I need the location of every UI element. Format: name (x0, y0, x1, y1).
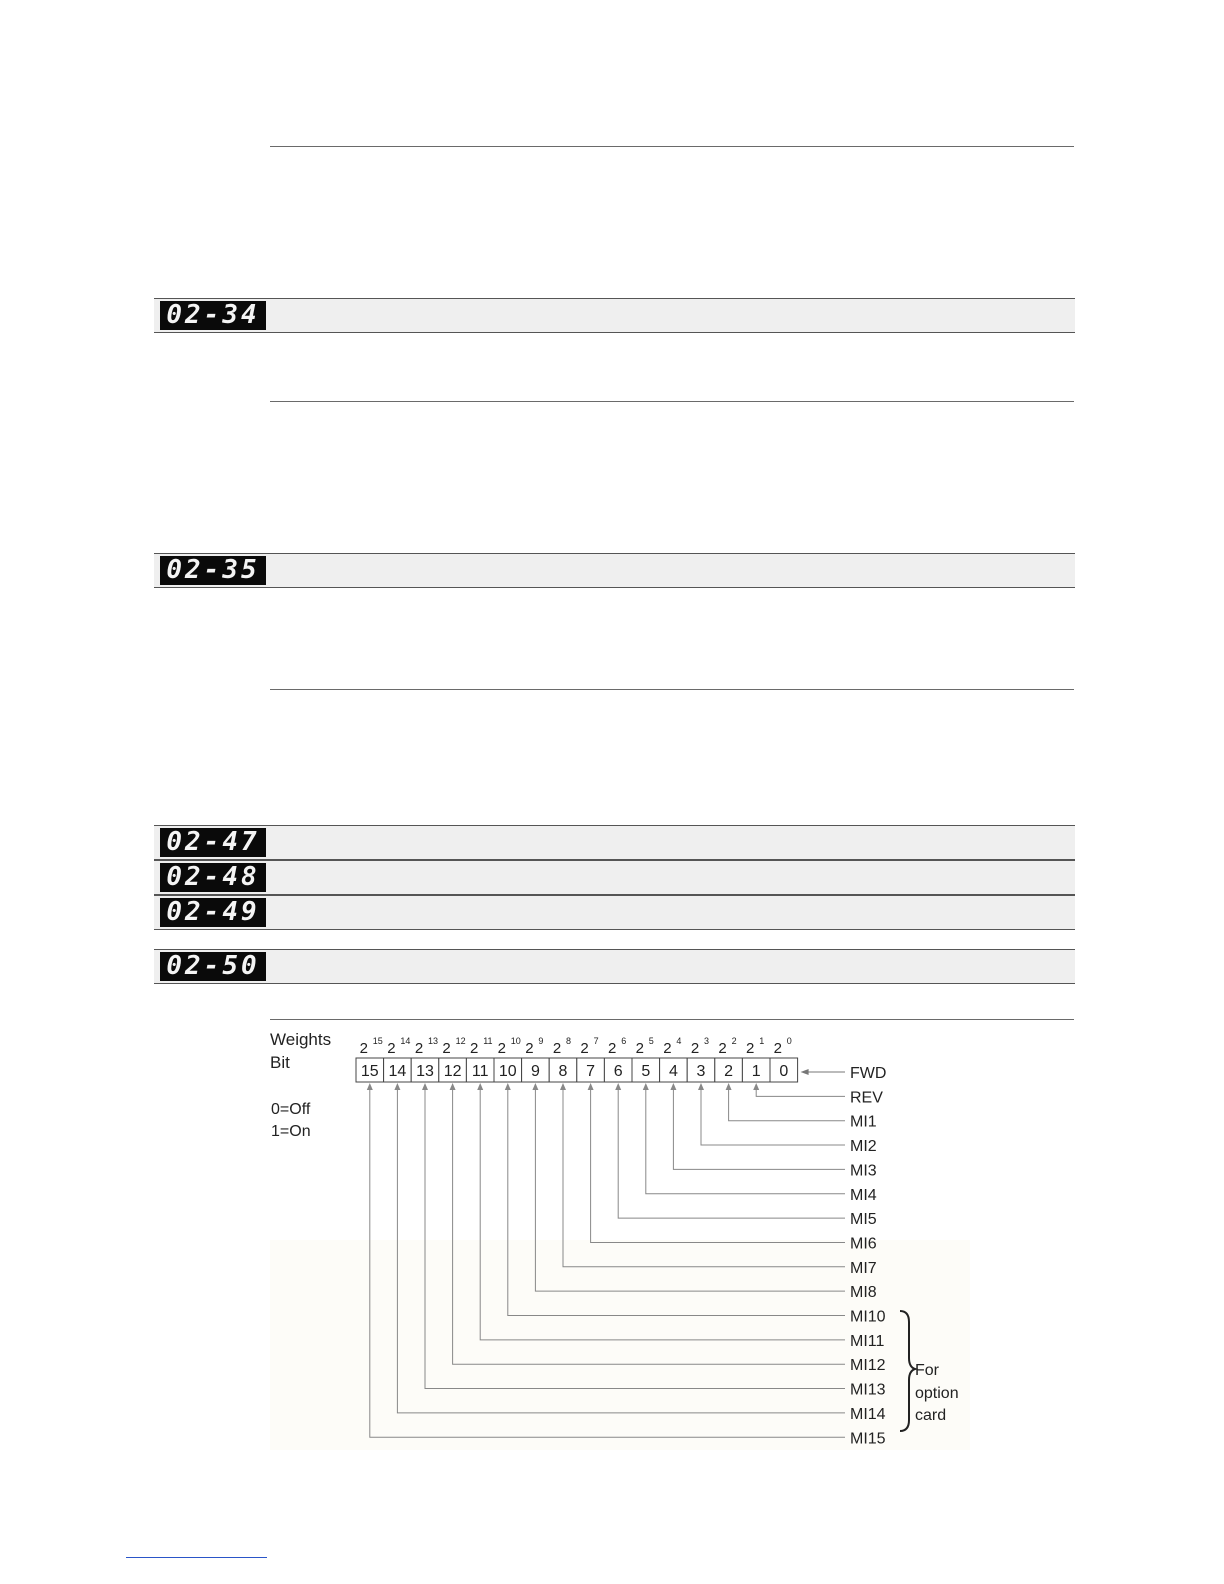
weight-exponent: 6 (621, 1036, 627, 1046)
weight-base: 2 (746, 1040, 755, 1057)
connector-arrow (670, 1083, 676, 1090)
signal-label: MI1 (850, 1113, 877, 1131)
weight-base: 2 (718, 1040, 727, 1057)
weight-exponent: 0 (786, 1036, 792, 1046)
bit-number: 11 (471, 1063, 489, 1080)
bit-number: 10 (498, 1063, 517, 1080)
bit-number: 15 (360, 1063, 379, 1080)
off-legend: 0=Off (271, 1101, 311, 1118)
signal-label: MI6 (850, 1235, 877, 1253)
signal-label: MI8 (850, 1284, 877, 1302)
bit-number: 6 (613, 1063, 623, 1080)
weight-exponent: 4 (676, 1036, 682, 1046)
option-card-note-line3: card (915, 1407, 947, 1424)
on-legend: 1=On (271, 1123, 311, 1140)
signal-label: MI13 (850, 1381, 886, 1399)
connector-arrow (422, 1083, 428, 1090)
weight-exponent: 11 (483, 1036, 493, 1046)
bit-number: 1 (751, 1063, 761, 1080)
parameter-code-display: 02-35 (160, 556, 266, 585)
connector-arrow (560, 1083, 566, 1090)
weight-exponent: 1 (759, 1036, 765, 1046)
bit-number: 14 (388, 1063, 407, 1080)
weights-label: Weights (270, 1030, 332, 1049)
connector-arrow (698, 1083, 704, 1090)
bit-number: 12 (443, 1063, 462, 1080)
connector-line (370, 1089, 845, 1437)
parameter-code-display: 02-50 (160, 952, 266, 981)
weight-exponent: 12 (455, 1036, 466, 1046)
connector-line (756, 1089, 845, 1096)
connector-arrow (615, 1083, 621, 1090)
weight-base: 2 (442, 1040, 451, 1057)
bit-number: 0 (779, 1063, 789, 1080)
weight-base: 2 (359, 1040, 368, 1057)
signal-label: MI3 (850, 1162, 877, 1180)
weight-base: 2 (608, 1040, 617, 1057)
weight-base: 2 (635, 1040, 644, 1057)
option-card-note-line2: option (915, 1385, 959, 1402)
signal-label: MI15 (850, 1430, 886, 1448)
bit-number: 7 (586, 1063, 596, 1080)
connector-arrow (367, 1083, 373, 1090)
signal-label: FWD (850, 1065, 887, 1082)
parameter-code-display: 02-47 (160, 828, 266, 857)
bit-number: 9 (530, 1063, 540, 1080)
connector-arrow (643, 1083, 649, 1090)
signal-label: MI7 (850, 1259, 877, 1277)
signal-label: MI2 (850, 1138, 877, 1156)
parameter-code-display: 02-49 (160, 898, 266, 927)
bit-label: Bit (270, 1053, 290, 1072)
bit-number: 2 (724, 1063, 734, 1080)
connector-arrow (477, 1083, 483, 1090)
option-card-brace (900, 1311, 915, 1431)
weight-exponent: 5 (648, 1036, 654, 1046)
weight-exponent: 9 (538, 1036, 544, 1046)
signal-label: MI12 (850, 1357, 886, 1375)
connector-arrow (505, 1083, 511, 1090)
parameter-code-display: 02-48 (160, 863, 266, 892)
weight-exponent: 15 (372, 1036, 383, 1046)
weight-base: 2 (414, 1040, 424, 1057)
weight-exponent: 8 (566, 1036, 572, 1046)
connector-line (425, 1089, 845, 1389)
connector-line (729, 1089, 845, 1121)
weight-base: 2 (580, 1040, 589, 1057)
weight-base: 2 (773, 1040, 782, 1057)
weight-exponent: 3 (704, 1036, 710, 1046)
connector-line (701, 1089, 845, 1145)
bit-number: 13 (416, 1063, 434, 1080)
signal-label: MI11 (850, 1332, 885, 1350)
option-card-note-line1: For (915, 1362, 939, 1379)
weight-exponent: 2 (731, 1036, 737, 1046)
signal-label: REV (850, 1089, 883, 1107)
bit-number: 3 (696, 1063, 706, 1080)
connector-line (673, 1089, 845, 1169)
weight-base: 2 (470, 1040, 479, 1057)
signal-label: MI5 (850, 1211, 877, 1229)
footer-link-underline (126, 1557, 267, 1558)
signal-label: MI10 (850, 1308, 886, 1326)
weight-base: 2 (497, 1040, 506, 1057)
connector-line (508, 1089, 845, 1316)
connector-line (646, 1089, 845, 1194)
connector-arrow (450, 1083, 456, 1090)
connector-arrow (588, 1083, 594, 1090)
weight-base: 2 (663, 1040, 672, 1057)
weight-exponent: 7 (593, 1036, 599, 1046)
weight-exponent: 10 (510, 1036, 521, 1046)
connector-arrow (753, 1083, 759, 1090)
bit-number: 8 (558, 1063, 568, 1080)
weight-base: 2 (525, 1040, 534, 1057)
connector-arrow (726, 1083, 732, 1090)
connector-arrow (394, 1083, 400, 1090)
connector-line (591, 1089, 845, 1242)
weight-exponent: 14 (400, 1036, 411, 1046)
weight-base: 2 (387, 1040, 396, 1057)
bit-number: 4 (668, 1063, 678, 1080)
connector-line (453, 1089, 845, 1364)
signal-label: MI14 (850, 1405, 886, 1423)
weight-base: 2 (552, 1040, 562, 1057)
connector-arrow (532, 1083, 538, 1090)
weight-exponent: 13 (428, 1036, 439, 1046)
connector-line (618, 1089, 845, 1218)
weight-base: 2 (690, 1040, 700, 1057)
bit-number: 5 (641, 1063, 651, 1080)
connector-arrow (801, 1069, 809, 1075)
signal-label: MI4 (850, 1186, 877, 1204)
connector-line (535, 1089, 845, 1291)
parameter-code-display: 02-34 (160, 301, 266, 330)
connector-line (563, 1089, 845, 1267)
